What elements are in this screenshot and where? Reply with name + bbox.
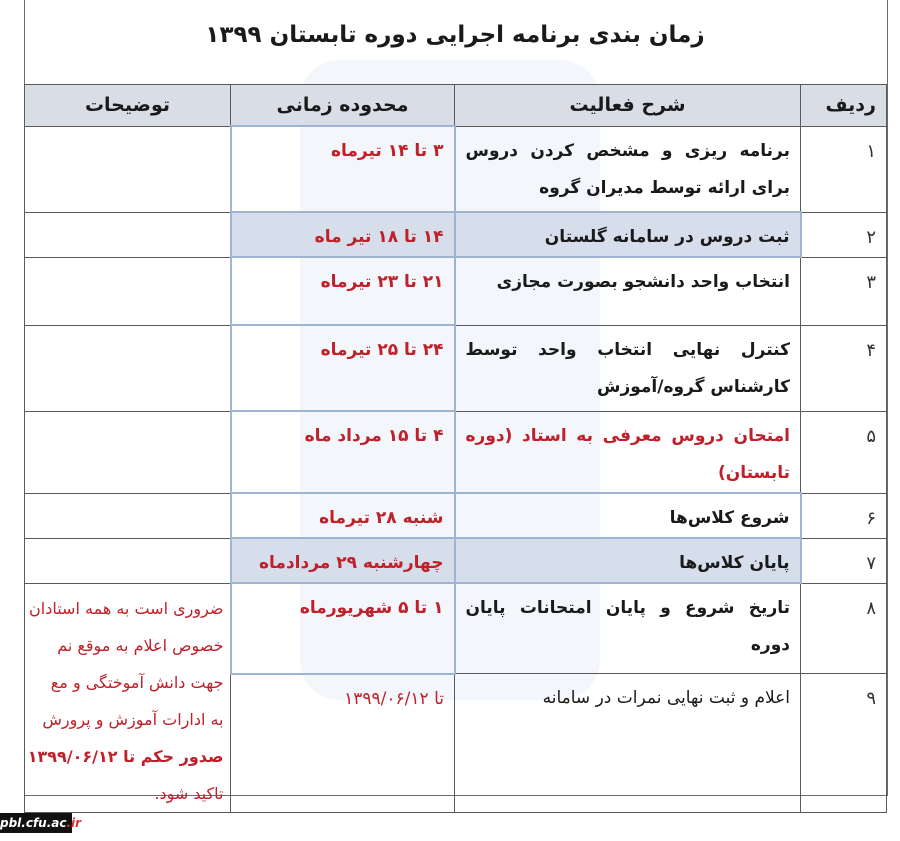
date-cell: ۱۴ تا ۱۸ تیر ماه <box>231 212 455 257</box>
header-row-number: ردیف <box>801 85 887 127</box>
row-number: ۴ <box>801 325 887 411</box>
activity-cell: ثبت دروس در سامانه گلستان <box>455 212 801 257</box>
table-header-row <box>25 85 887 127</box>
notes-cell <box>25 583 231 812</box>
header-notes: توضیحات <box>25 85 231 127</box>
activity-cell: پایان کلاس‌ها <box>455 538 801 583</box>
activity-cell: تاریخ شروع و پایان امتحانات پایان دوره <box>455 583 801 674</box>
note-line: تاکید شود. <box>154 783 224 803</box>
date-cell: تا ۱۳۹۹/۰۶/۱۲ <box>231 674 455 812</box>
page-title: زمان بندی برنامه اجرایی دوره تابستان ۱۳۹۹ <box>205 22 705 48</box>
table-row <box>25 411 887 493</box>
row-number: ۱ <box>801 126 887 212</box>
date-cell: ۴ تا ۱۵ مرداد ماه <box>231 411 455 493</box>
activity-cell: شروع کلاس‌ها <box>455 493 801 538</box>
table-row <box>25 257 887 325</box>
notes-cell <box>25 257 231 325</box>
date-cell: ۱ تا ۵ شهریورماه <box>231 583 455 674</box>
header-date-range: محدوده زمانی <box>231 85 455 127</box>
site-badge <box>0 813 82 833</box>
activity-cell: برنامه ریزی و مشخص کردن دروس برای ارائه توسط مدیران گروه <box>455 126 801 212</box>
notes-cell <box>25 411 231 493</box>
table-row <box>25 212 887 257</box>
row-number: ۲ <box>801 212 887 257</box>
date-cell: شنبه ۲۸ تیرماه <box>231 493 455 538</box>
row-number: ۵ <box>801 411 887 493</box>
date-cell: ۲۱ تا ۲۳ تیرماه <box>231 257 455 325</box>
site-badge-tld: .ir <box>66 816 82 830</box>
row-number: ۹ <box>801 674 887 812</box>
table-row <box>25 493 887 538</box>
row-number: ۳ <box>801 257 887 325</box>
note-line: ضروری است به همه استادان <box>29 598 224 618</box>
note-line: جهت دانش آموختگی و مع <box>50 672 224 692</box>
activity-cell: کنترل نهایی انتخاب واحد توسط کارشناس گروه/آموزش <box>455 325 801 411</box>
header-activity: شرح فعالیت <box>455 85 801 127</box>
notes-cell <box>25 325 231 411</box>
row-number: ۶ <box>801 493 887 538</box>
notes-cell <box>25 126 231 212</box>
site-badge-main: pbl.cfu.ac <box>0 816 67 830</box>
row-number: ۸ <box>801 583 887 674</box>
notes-cell <box>25 493 231 538</box>
table-row <box>25 583 887 674</box>
date-cell: ۳ تا ۱۴ تیرماه <box>231 126 455 212</box>
date-cell: ۲۴ تا ۲۵ تیرماه <box>231 325 455 411</box>
table-row <box>25 126 887 212</box>
activity-cell: امتحان دروس معرفی به استاد (دوره تابستان) <box>455 411 801 493</box>
note-line: خصوص اعلام به موقع نم <box>57 635 224 655</box>
activity-cell: انتخاب واحد دانشجو بصورت مجازی <box>455 257 801 325</box>
notes-cell <box>25 212 231 257</box>
table-row <box>25 538 887 583</box>
date-cell: چهارشنبه ۲۹ مردادماه <box>231 538 455 583</box>
note-line: به ادارات آموزش و پرورش <box>42 709 224 729</box>
activity-cell: اعلام و ثبت نهایی نمرات در سامانه <box>455 674 801 812</box>
schedule-table <box>24 84 887 813</box>
note-line: صدور حکم تا ۱۳۹۹/۰۶/۱۲ <box>27 746 224 766</box>
row-number: ۷ <box>801 538 887 583</box>
table-row <box>25 325 887 411</box>
notes-cell <box>25 538 231 583</box>
